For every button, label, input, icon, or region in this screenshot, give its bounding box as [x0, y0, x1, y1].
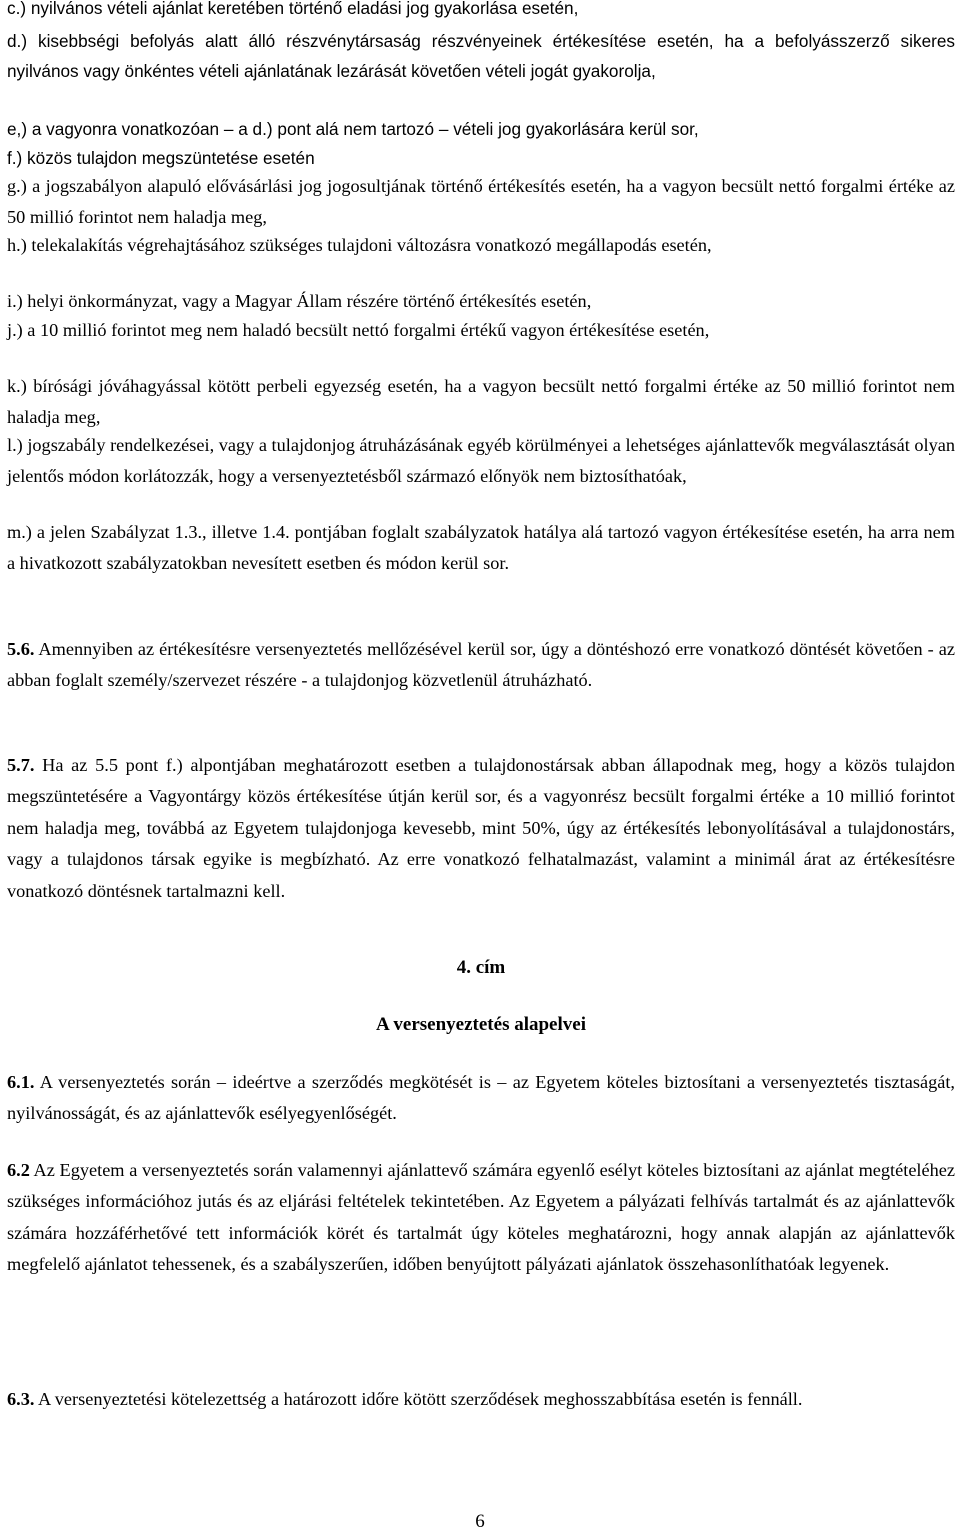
- section-number: 6.1.: [7, 1072, 35, 1092]
- section-6-1: [7, 1067, 955, 1130]
- list-item-h: h.) telekalakítás végrehajtásához szükséges tulajdoni változásra vonatkozó megállapodás esetén,: [7, 235, 712, 255]
- list-item-j: j.) a 10 millió forintot meg nem haladó becsült nettó forgalmi értékű vagyon értékesítése esetén,: [7, 320, 710, 340]
- section-text: Amennyiben az értékesítésre versenyeztetés mellőzésével kerül sor, úgy a döntéshozó erre vonatkozó döntését követően - az abban foglalt személy/szervezet részére - a tulajdonjog közvetlenül átruházható.: [7, 639, 955, 691]
- list-item-c: c.) nyilvános vételi ajánlat keretében történő eladási jog gyakorlása esetén,: [7, 0, 579, 18]
- list-item-i: i.) helyi önkormányzat, vagy a Magyar Állam részére történő értékesítés esetén,: [7, 291, 592, 311]
- section-number: 5.6.: [7, 639, 35, 659]
- section-6-3: [7, 1384, 955, 1415]
- section-number: 5.7.: [7, 755, 35, 775]
- list-item-e: e,) a vagyonra vonatkozóan – a d.) pont alá nem tartozó – vételi jog gyakorlására kerül sor,: [7, 119, 699, 139]
- section-text: A versenyeztetés során – ideértve a szerződés megkötését is – az Egyetem köteles biztosítani a versenyeztetés tisztaságát, nyilvánosságát, és az ajánlattevők esélyegyenlőségét.: [7, 1072, 955, 1124]
- list-item-m: m.) a jelen Szabályzat 1.3., illetve 1.4. pontjában foglalt szabályzatok hatálya alá tartozó vagyon értékesítése esetén, ha arra nem a hivatkozott szabályzatokban nevesített esetben és módon kerül sor.: [7, 522, 955, 574]
- list-item-l: l.) jogszabály rendelkezései, vagy a tulajdonjog átruházásának egyéb körülményei a lehetséges ajánlattevők megválasztását olyan jelentős módon korlátozzák, hogy a versenyeztetésből származó előnyök nem biztosíthatóak,: [7, 435, 955, 487]
- section-5-7: [7, 750, 955, 907]
- section-number: 6.3.: [7, 1389, 35, 1409]
- chapter-title: A versenyeztetés alapelvei: [376, 1014, 586, 1035]
- section-6-2: [7, 1155, 955, 1281]
- section-text: Az Egyetem a versenyeztetés során valamennyi ajánlattevő számára egyenlő esélyt köteles biztosítani az ajánlat megtételéhez szükséges információhoz jutás és az eljárási feltételek tekintetében. Az Egyetem a pályázati felhívás tartalmát és az ajánlattevők számára hozzáférhetővé tett információk körét és tartalmát úgy köteles meghatározni, hogy annak alapján az ajánlattevők megfelelő ajánlatot tehessenek, és a szabályszerűen, időben benyújtott pályázati ajánlatok összehasonlíthatóak legyenek.: [7, 1160, 955, 1275]
- page-number: 6: [475, 1511, 485, 1532]
- list-item-d: d.) kisebbségi befolyás alatt álló részvénytársaság részvényeinek értékesítése esetén, ha a befolyásszerző sikeres nyilvános vagy önkéntes vételi ajánlatának lezárását követően vételi jogát gyakorolja,: [7, 31, 955, 81]
- list-item-k: k.) bírósági jóváhagyással kötött perbeli egyezség esetén, ha a vagyon becsült nettó forgalmi értéke az 50 millió forintot nem haladja meg,: [7, 376, 955, 428]
- section-text: Ha az 5.5 pont f.) alpontjában meghatározott esetben a tulajdonostársak abban állapodnak meg, hogy a közös tulajdon megszüntetésére a Vagyontárgy közös értékesítése útján kerül sor, és a vagyonrész becsült forgalmi értéke a 10 millió forintot nem haladja meg, továbbá az Egyetem tulajdonjoga kevesebb, mint 50%, úgy az értékesítés lebonyolításával a tulajdonostárs, vagy a tulajdonos társak egyike is megbízható. Az erre vonatkozó felhatalmazást, valamint a minimál árat az értékesítésre vonatkozó döntésnek tartalmazni kell.: [7, 755, 955, 901]
- list-item-f: f.) közös tulajdon megszüntetése esetén: [7, 148, 315, 168]
- section-text: A versenyeztetési kötelezettség a határozott időre kötött szerződések meghosszabbítása esetén is fennáll.: [34, 1389, 803, 1409]
- chapter-number: 4. cím: [456, 957, 506, 978]
- section-5-6: [7, 634, 955, 697]
- section-number: 6.2: [7, 1160, 30, 1180]
- list-item-g: g.) a jogszabályon alapuló elővásárlási jog jogosultjának történő értékesítés esetén, ha a vagyon becsült nettó forgalmi értéke az 50 millió forintot nem haladja meg,: [7, 176, 955, 228]
